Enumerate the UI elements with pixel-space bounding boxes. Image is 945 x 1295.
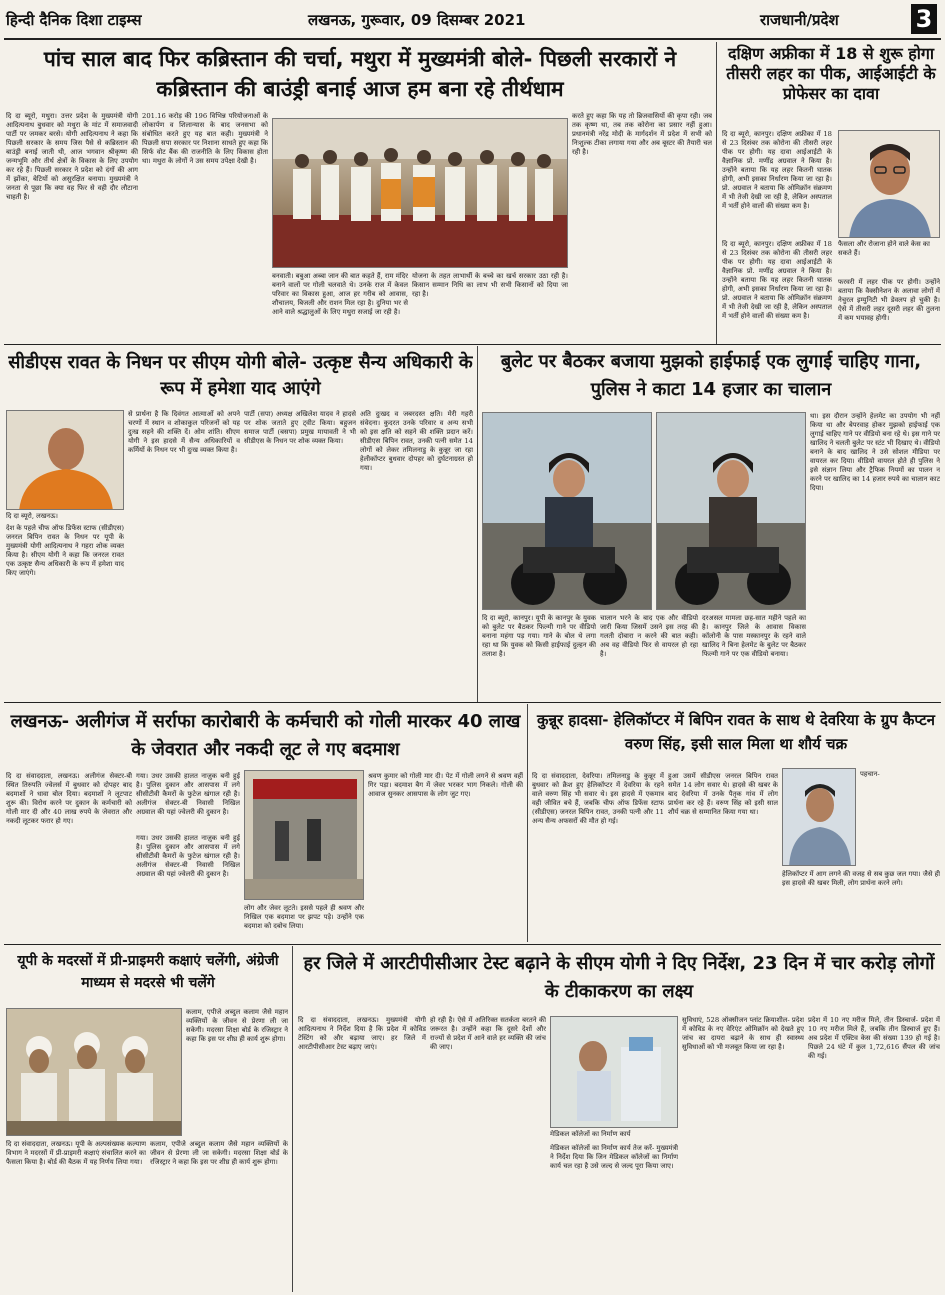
story5-photo-caption: लोग और जेवर लूटते। इससे पहले ही श्रवण और निखिल एक बदमाश पर झपट पड़े। उन्होंने एक बदमाश को दबोच लिया। [244, 904, 364, 930]
story2-col1: दि दा ब्यूरो, कानपुर। दक्षिण अफ्रीका में 18 से 23 दिसंबर तक कोरोना की तीसरी लहर पीक पर होगी। यह दावा आईआईटी के वैज्ञानिक प्रो. मणींद्र अग्रवाल ने किया है। उन्होंने बताया कि यह लहर कितनी घातक होगी, अभी इसका निर्धारण किया जा रहा है। प्रो. अग्रवाल ने बताया कि ओमिक्रॉन संक्रमण में भी तेजी देखी जा रही है, लेकिन अस्पताल में भर्ती होने वालों की संख्या कम है। [722, 130, 832, 210]
story7-photo-madrasa [6, 1008, 182, 1136]
story1-col1: दि दा ब्यूरो, मथुरा। उत्तर प्रदेश के मुख्यमंत्री योगी आदित्यनाथ बुधवार को मथुरा के मांट में समाजवादी पार्टी पर जमकर बरसे। योगी आदित्यनाथ ने कहा कि पिछली सरकार के समय जिस पैसे से कब्रिस्तान की बाउंड्री बनाई जाती थी, आज भगवान श्रीकृष्ण की जन्मभूमि और तीर्थ क्षेत्रों के विकास के लिए उपयोग कर रहे हैं। पिछली सरकार ने प्रदेश को दंगों की आग में झोंका, बेटियों को असुरक्षित बनाया। मुख्यमंत्री ने जनता से पूछा कि क्या वह फिर से वही दौर लौटाना चाहती है। [6, 112, 138, 201]
story1-col5: करते हुए कहा कि यह तो ब्रिजवासियों की कृपा रही। जब तक कृष्ण था, तब तक कोरोना का प्रसार नहीं हुआ। प्रधानमंत्री नरेंद्र मोदी के मार्गदर्शन में प्रदेश में सभी को निःशुल्क टीका लगाया गया और अब बूस्टर की तैयारी चल रही है। [572, 112, 712, 156]
story5-col2: गया। उधर उसकी हालत नाज़ुक बनी हुई है। पुलिस दुकान और आसपास में लगे सीसीटीवी कैमरों के फुटेज खंगाल रही है। अलीगंज सेक्टर-बी निवासी निखिल अग्रवाल की यहां ज्वेलरी की दुकान है। [136, 772, 240, 816]
story1-col2: 201.16 करोड़ की 196 विभिन्न परियोजनाओं के लोकार्पण व शिलान्यास के बाद जनसभा को संबोधित करते हुए यह बात कही। मुख्यमंत्री ने पिछली सपा सरकार पर निशाना साधते हुए कहा कि सिर्फ वोट बैंक की राजनीति के लिए विकास होता था। मथुरा के लोगों ने उस समय उपेक्षा देखी है। [142, 112, 268, 165]
story6-photo-label: पहचान- [860, 770, 880, 778]
story4-headline: बुलेट पर बैठकर बजाया मुझको हाईफाई एक लुगाई चाहिए गाना, पुलिस ने काटा 14 हजार का चालान [500, 351, 922, 400]
story1-col4: योजना के तहत लाभार्थी के बच्चे का खर्च सरकार उठा रही है। किसान सम्मान निधि का लाभ भी सभी किसानों को दिया जा रहा है। [412, 272, 568, 298]
story3-col2: से प्रार्थना है कि दिवंगत आत्माओं को अपने चरणों में स्थान व शोकाकुल परिजनों को यह दुःख सहने की शक्ति दें। ओम शांति। सीएम योगी ने इस हादसे में सैन्य अधिकारियों व कर्मियों के निधन पर भी दुःख व्यक्त किया है। [128, 410, 240, 454]
section-rule [4, 344, 941, 345]
story5-col1: दि दा संवाददाता, लखनऊ। अलीगंज सेक्टर-बी स्थित तिरुपति ज्वेलर्स में बुधवार को दोपहर बाद बदमाशों ने धावा बोल दिया। बदमाशों ने लूटपाट शुरू की। विरोध करने पर दुकान के कर्मचारी को गोली मार दी और 40 लाख रुपये के जेवरात और नकदी लूटकर फरार हो गए। [6, 772, 132, 825]
covid-testing-photo [551, 1017, 678, 1128]
story3-photo-yogi [6, 410, 124, 510]
column-rule [292, 946, 293, 1292]
section-name: राजधानी/प्रदेश [760, 11, 839, 29]
story1-photo-stage [272, 118, 568, 268]
story6-col2: हुआ उसमें सीडीएस जनरल बिपिन रावत समेत 14 लोग सवार थे। हादसे की खबर के बाद देवरिया में उनके पैतृक गांव में लोग प्रार्थना कर रहे हैं। वरुण सिंह को इसी साल शौर्य चक्र से सम्मानित किया गया था। [668, 772, 778, 816]
story1-col3: बनवाती। बबुआ अब्बा जान की बात कहते हैं, राम मंदिर बनाने वालों पर गोली चलवाते थे। उनके राज में केवल परिवार का विकास हुआ, आज हर गरीब को आवास, शौचालय, बिजली और राशन मिल रहा है। दुनिया भर से आने वाले श्रद्धालुओं के लिए मथुरा सजाई जा रही है। [272, 272, 408, 316]
story3-col1: देश के पहले चीफ ऑफ डिफेंस स्टाफ (सीडीएस) जनरल बिपिन रावत के निधन पर यूपी के मुख्यमंत्री योगी आदित्यनाथ ने गहरा शोक व्यक्त किया है। सीएम योगी ने कहा कि जनरल रावत एक उत्कृष्ट सैन्य अधिकारी के रूप में हमेशा याद किए जाएंगे। [6, 524, 124, 577]
story6-col1: दि दा संवाददाता, देवरिया। तमिलनाडु के कुन्नूर में बुधवार को क्रैश हुए हेलिकॉप्टर में देवरिया के रहने वाले वरुण सिंह भी सवार थे। इस हादसे में एकमात्र वही जीवित बचे हैं, जबकि चीफ ऑफ डिफेंस स्टाफ (सीडीएस) जनरल बिपिन रावत, उनकी पत्नी और 11 अन्य सैन्य अफसरों की मौत हो गई। [532, 772, 664, 825]
cm-portrait [7, 411, 124, 510]
story7-headline: यूपी के मदरसों में प्री-प्राइमरी कक्षाएं चलेंगी, अंग्रेजी माध्यम से मदरसे भी चलेंगे [17, 953, 279, 991]
story8-col4: सुविधाएं, 528 ऑक्सीजन प्लांट क्रियाशील- प्रदेश में कोविड के नए वेरिएंट ओमिक्रॉन को देखते हुए जांच का दायरा बढ़ाने के साथ ही स्वास्थ्य सुविधाओं को भी मजबूत किया जा रहा है। [682, 1016, 804, 1051]
story1-headline: पांच साल बाद फिर कब्रिस्तान की चर्चा, मथुरा में मुख्यमंत्री बोले- पिछली सरकारों ने कब्रिस्तान की बाउंड्री बनाई आज हम बना रहे तीर्थधाम [43, 47, 677, 101]
story7-col1: दि दा संवाददाता, लखनऊ। यूपी के अल्पसंख्यक कल्याण विभाग ने मदरसों में प्री-प्राइमरी कक्षाएं संचालित करने का फैसला किया है। बोर्ड की बैठक में यह निर्णय लिया गया। [6, 1140, 146, 1166]
story8-photo-caption: मेडिकल कॉलेजों का निर्माण कार्य [550, 1130, 631, 1138]
story5-col2-cont: गया। उधर उसकी हालत नाज़ुक बनी हुई है। पुलिस दुकान और आसपास में लगे सीसीटीवी कैमरों के फुटेज खंगाल रही है। अलीगंज सेक्टर-बी निवासी निखिल अग्रवाल की यहां ज्वेलरी की दुकान है। [136, 834, 240, 878]
story3-headline: सीडीएस रावत के निधन पर सीएम योगी बोले- उत्कृष्ट सैन्य अधिकारी के रूप में हमेशा याद आएंगे [8, 352, 473, 399]
section-rule [4, 944, 941, 945]
jewellery-shop-photo [245, 771, 364, 900]
story6-col3: हेलिकॉप्टर में आग लगने की वजह से सब कुछ जल गया। जैसे ही इस हादसे की खबर मिली, लोग प्रार्थना करने लगे। [782, 870, 940, 887]
column-rule [477, 346, 478, 702]
column-rule [527, 704, 528, 942]
story8-col1: दि दा संवाददाता, लखनऊ। मुख्यमंत्री योगी आदित्यनाथ ने निर्देश दिया है कि प्रदेश में कोविड टेस्टिंग को और बढ़ाया जाए। हर जिले में आरटीपीसीआर टेस्ट बढ़ाए जाएं। [298, 1016, 426, 1051]
story8-col5: प्रदेश में 10 नए मरीज मिले, तीन डिस्चार्ज- प्रदेश में 10 नए मरीज मिले हैं, जबकि तीन डिस्चार्ज हुए हैं। अब प्रदेश में एक्टिव केस की संख्या 139 हो गई है। पिछले 24 घंटे में कुल 1,72,616 सैंपल की जांच की गई। [808, 1016, 940, 1060]
story5-col3: श्रवण कुमार को गोली मार दी। पेट में गोली लगने से श्रवण वहीं गिर पड़ा। बदमाश बैग में जेवर भरकर भाग निकले। गोली की आवाज सुनकर आसपास के लोग जुट गए। [368, 772, 523, 798]
story6-photo-officer [782, 768, 856, 866]
story8-headline: हर जिले में आरटीपीसीआर टेस्ट बढ़ाने के सीएम योगी ने दिए निर्देश, 23 दिन में चार करोड़ लोगों के टीकाकरण का लक्ष्य [303, 953, 935, 1002]
story4-photo-left [482, 412, 652, 610]
story4-col2: चालान भरने के बाद एक और वीडियो जारी किया जिसमें उसने इस तरह की गलती दोबारा न करने की बात कही। अब वह वीडियो फिर से वायरल हो रहा है। [600, 614, 698, 658]
story3-col4: अति दुःखद व जबरदस्त क्षति। मेरी गहरी संवेदना। कुदरत उनके परिवार व अन्य सभी को इस क्षति को सहने की शक्ति प्रदान करें। सीडीएस बिपिन रावत, उनकी पत्नी समेत 14 लोगों को लेकर तमिलनाडु के कुन्नूर जा रहा हेलीकॉप्टर बुधवार दोपहर को दुर्घटनाग्रस्त हो गया। [360, 410, 473, 472]
story4-photo-right [656, 412, 806, 610]
bullet-rider-photo-1 [483, 413, 652, 610]
story6-headline: कुन्नूर हादसा- हेलिकॉप्टर में बिपिन रावत के साथ थे देवरिया के ग्रुप कैप्टन वरुण सिंह, इसी साल मिला था शौर्य चक्र [536, 711, 936, 753]
story4-col3: दरअसल मामला छह-सात महीने पहले का है। कानपुर जिले के आवास विकास कॉलोनी के पास मस्कानपुर के रहने वाले खालिद ने बिना हेलमेट के बुलेट पर बैठकर फिल्मी गाने पर एक वीडियो बनाया। [702, 614, 806, 658]
story8-col2: हो रही है। ऐसे में अतिरिक्त सतर्कता बरतने की जरूरत है। उन्होंने कहा कि दूसरे देशों और राज्यों से प्रदेश में आने वाले हर व्यक्ति की जांच की जाए। [430, 1016, 546, 1051]
story2-col1-cont: दि दा ब्यूरो, कानपुर। दक्षिण अफ्रीका में 18 से 23 दिसंबर तक कोरोना की तीसरी लहर पीक पर होगी। यह दावा आईआईटी के वैज्ञानिक प्रो. मणींद्र अग्रवाल ने किया है। उन्होंने बताया कि यह लहर कितनी घातक होगी, अभी इसका निर्धारण किया जा रहा है। प्रो. अग्रवाल ने बताया कि ओमिक्रॉन संक्रमण में भी तेजी देखी जा रही है, लेकिन अस्पताल में भर्ती होने वालों की संख्या कम है। [722, 240, 832, 320]
professor-portrait [839, 131, 940, 238]
story3-col3: पार्टी (सपा) अध्यक्ष अखिलेश यादव ने हादसे पर शोक जताते हुए ट्वीट किया। बहुजन समाज पार्टी (बसपा) प्रमुख मायावती ने भी सीडीएस के निधन पर शोक व्यक्त किया। [244, 410, 356, 445]
masthead [0, 0, 945, 40]
story2-photo-professor [838, 130, 940, 238]
story2-col2: फरवरी में लहर पीक पर होगी। उन्होंने बताया कि वैक्सीनेशन के अलावा लोगों में नेचुरल इम्युनिटी भी डेवलप हो चुकी है। ऐसे में तीसरी लहर दूसरी लहर की तुलना में कम भयावह होगी। [838, 278, 940, 322]
story3-dateline: दि दा ब्यूरो, लखनऊ। [6, 512, 58, 520]
masthead-rule [4, 38, 941, 40]
story5-photo-shop [244, 770, 364, 900]
dateline: लखनऊ, गुरूवार, 09 दिसम्बर 2021 [308, 11, 526, 29]
page-number: 3 [911, 4, 937, 34]
story7-col2-cont: कलाम, एपीजे अब्दुल कलाम जैसे महान व्यक्तियों के जीवन से प्रेरणा ली जा सकेगी। मदरसा शिक्षा बोर्ड के रजिस्ट्रार ने कहा कि इस पर शीघ्र ही कार्य शुरू होगा। [150, 1140, 288, 1166]
column-rule [716, 42, 717, 344]
story7-col2: कलाम, एपीजे अब्दुल कलाम जैसे महान व्यक्तियों के जीवन से प्रेरणा ली जा सकेगी। मदरसा शिक्षा बोर्ड के रजिस्ट्रार ने कहा कि इस पर शीघ्र ही कार्य शुरू होगा। [186, 1008, 288, 1043]
newspaper-name: हिन्दी दैनिक दिशा टाइम्स [6, 11, 142, 29]
story4-col4: था। इस दौरान उन्होंने हेलमेट का उपयोग भी नहीं किया था और बेपरवाह होकर मुझको हाईफाई एक लुगाई चाहिए गाने पर वीडियो बना रहे थे। इस गाने पर खालिद ने चलती बुलेट पर स्टंट भी दिखाए थे। वीडियो बनाने के बाद खालिद ने उसे सोशल मीडिया पर वायरल कर दिया। वीडियो वायरल होते ही पुलिस ने इसे संज्ञान लिया और ट्रैफिक नियमों का पालन न करने पर खालिद का 14 हजार रुपये का चालान काट दिया। [810, 412, 940, 492]
story5-headline: लखनऊ- अलीगंज में सर्राफा कारोबारी के कर्मचारी को गोली मारकर 40 लाख के जेवरात और नकदी लूट ले गए बदमाश [10, 711, 521, 760]
story2-headline: दक्षिण अफ्रीका में 18 से शुरू होगा तीसरी लहर का पीक, आईआईटी के प्रोफेसर का दावा [726, 44, 936, 103]
madrasa-students-photo [7, 1009, 182, 1136]
rally-photo [273, 119, 568, 268]
section-rule [4, 702, 941, 703]
officer-portrait [783, 769, 856, 866]
story8-col3: मेडिकल कॉलेजों का निर्माण कार्य तेज करें- मुख्यमंत्री ने निर्देश दिया कि जिन मेडिकल कॉलेजों का निर्माण कार्य चल रहा है उसे जल्द से जल्द पूरा किया जाए। [550, 1144, 678, 1170]
story8-photo-testing [550, 1016, 678, 1128]
story2-photo-caption: फैसला और रोजाना होने वाले केस का सकते हैं। [838, 240, 930, 257]
story4-col1: दि दा ब्यूरो, कानपुर। यूपी के कानपुर के युवक को बुलेट पर बैठकर फिल्मी गाने पर वीडियो बनाना महंगा पड़ गया। गाने के बोल थे लगा रहा था कि युवक को किसी हाईफाई दुल्हन की तलाश है। [482, 614, 596, 658]
bullet-rider-photo-2 [657, 413, 806, 610]
